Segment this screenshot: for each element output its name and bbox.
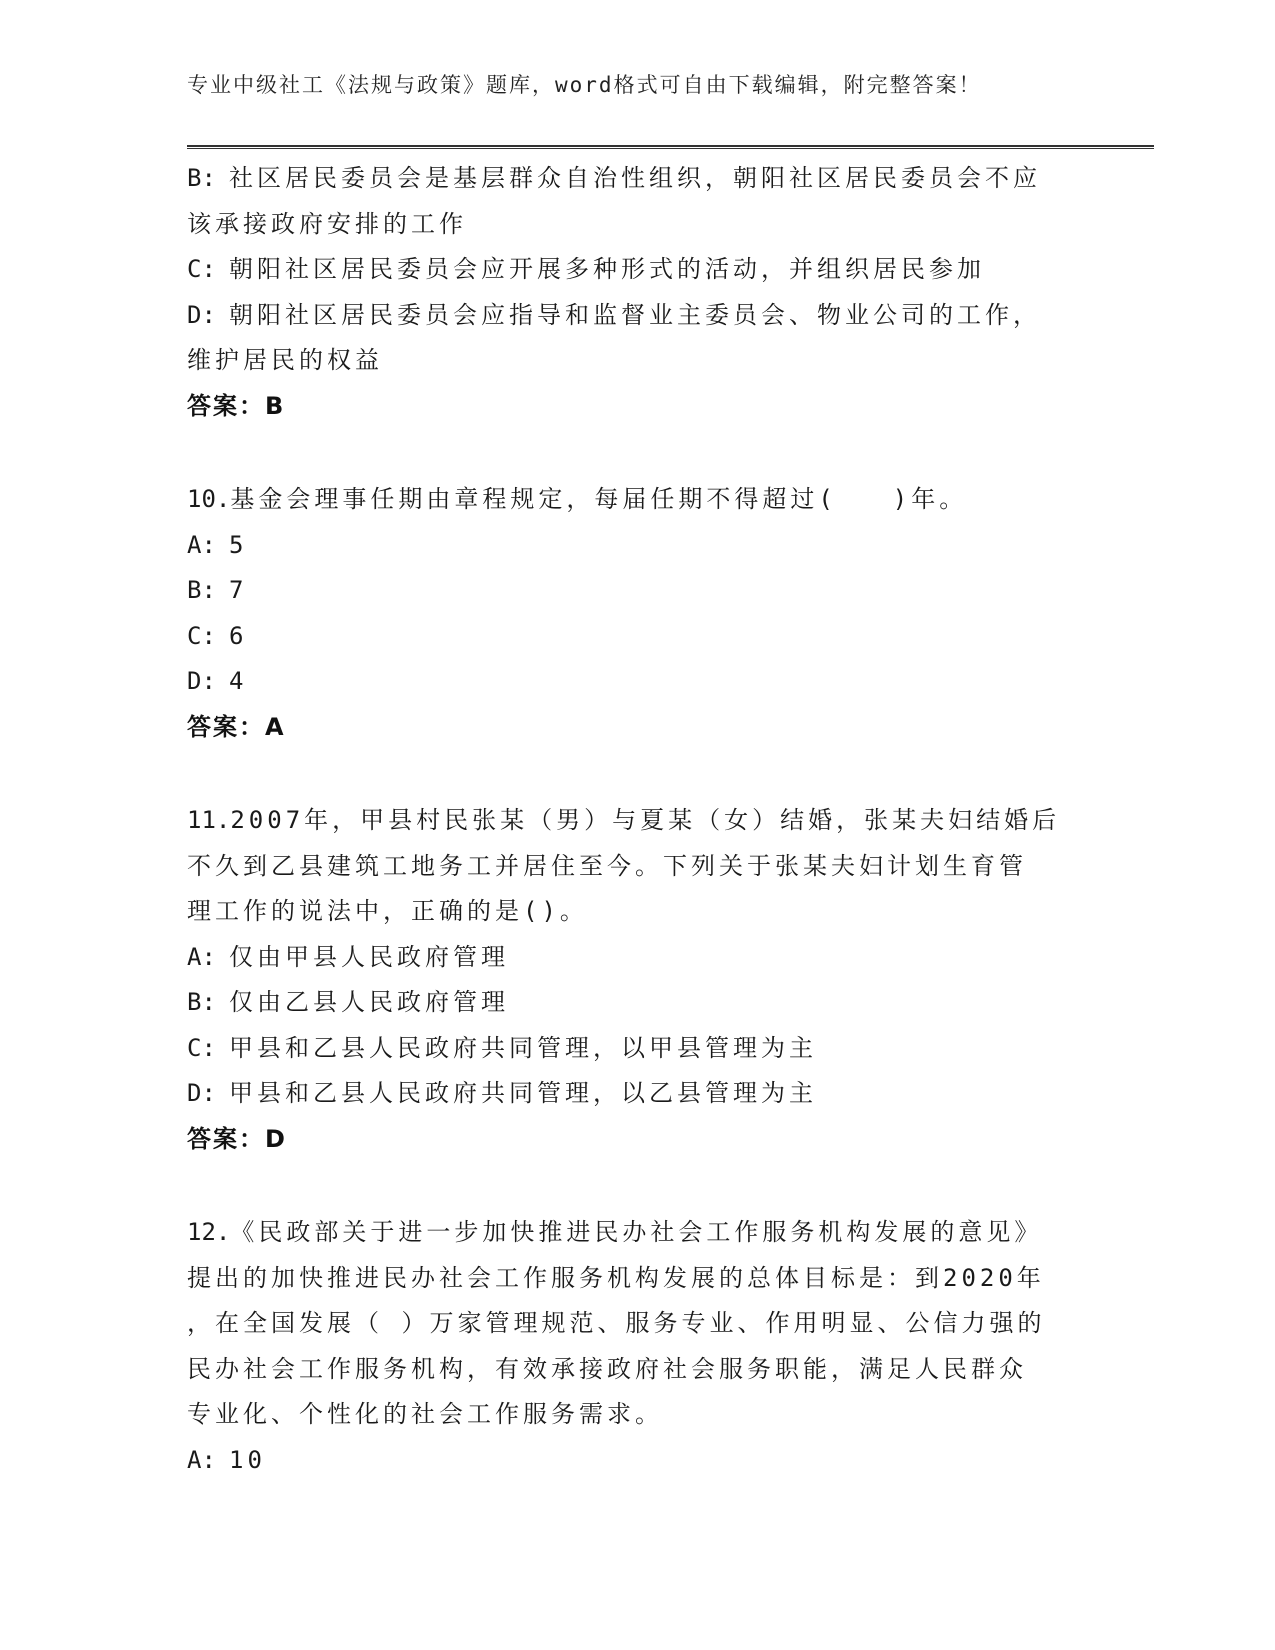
q11-option-c bbox=[187, 1026, 1107, 1072]
q11-option-a bbox=[187, 935, 1107, 981]
question-11 bbox=[187, 798, 1107, 1162]
q10-option-a-text: 5 bbox=[229, 530, 248, 559]
q12-stem-continued bbox=[187, 1301, 1107, 1347]
q9-option-c-text: 朝阳社区居民委员会应开展多种形式的活动，并组织居民参加 bbox=[229, 255, 985, 283]
q10-option-a-label: A: bbox=[187, 530, 216, 559]
q9-option-c-label: C: bbox=[187, 255, 216, 283]
q9-option-b-text-line1: 社区居民委员会是基层群众自治性组织，朝阳社区居民委员会不应 bbox=[229, 164, 1041, 192]
q10-option-b-label: B: bbox=[187, 576, 216, 604]
q10-stem bbox=[187, 477, 1107, 523]
q12-stem-line3: ，在全国发展（ ）万家管理规范、服务专业、作用明显、公信力强的 bbox=[187, 1309, 1046, 1337]
document-body bbox=[187, 156, 1107, 1483]
q11-option-c-text: 甲县和乙县人民政府共同管理，以甲县管理为主 bbox=[229, 1033, 817, 1062]
q12-option-a-text: 10 bbox=[229, 1445, 266, 1474]
q12-option-a-label: A: bbox=[187, 1445, 216, 1474]
q12-stem-line1: 《民政部关于进一步加快推进民办社会工作服务机构发展的意见》 bbox=[230, 1218, 1043, 1246]
q12-stem-line2: 提出的加快推进民办社会工作服务机构发展的总体目标是：到2020年 bbox=[187, 1263, 1045, 1292]
q10-option-d-text: 4 bbox=[229, 667, 248, 695]
q9-option-b bbox=[187, 156, 1107, 202]
q9-option-d-label: D: bbox=[187, 300, 216, 329]
q11-option-a-label: A: bbox=[187, 942, 216, 971]
header-divider bbox=[187, 145, 1154, 149]
question-10 bbox=[187, 477, 1107, 750]
q11-stem-continued bbox=[187, 889, 1107, 935]
q9-option-d-text-line2: 维护居民的权益 bbox=[187, 346, 383, 374]
q9-option-d-continued bbox=[187, 338, 1107, 384]
q9-option-b-text-line2: 该承接政府安排的工作 bbox=[187, 209, 467, 238]
q10-stem-text: 基金会理事任期由章程规定，每届任期不得超过( )年。 bbox=[230, 485, 968, 513]
page-header bbox=[187, 70, 1147, 100]
q9-answer: 答案：B bbox=[187, 391, 286, 420]
q11-option-b bbox=[187, 980, 1107, 1026]
q11-option-b-label: B: bbox=[187, 988, 216, 1016]
question-spacer bbox=[187, 429, 1107, 477]
q11-option-a-text: 仅由甲县人民政府管理 bbox=[229, 942, 509, 971]
q10-option-c-text: 6 bbox=[229, 621, 248, 650]
question-9 bbox=[187, 156, 1107, 429]
q10-option-b-text: 7 bbox=[229, 576, 248, 604]
q11-option-d bbox=[187, 1071, 1107, 1117]
q11-stem bbox=[187, 798, 1107, 844]
q10-number: 10. bbox=[187, 485, 231, 513]
q12-stem-continued bbox=[187, 1347, 1107, 1393]
q10-option-a bbox=[187, 523, 1107, 569]
q10-option-b bbox=[187, 568, 1107, 614]
question-spacer bbox=[187, 1162, 1107, 1210]
q12-stem-continued bbox=[187, 1256, 1107, 1302]
question-12 bbox=[187, 1210, 1107, 1483]
header-title: 专业中级社工《法规与政策》题库，word格式可自由下载编辑，附完整答案！ bbox=[187, 73, 982, 97]
q10-option-c bbox=[187, 614, 1107, 660]
q11-number: 11. bbox=[187, 806, 231, 834]
q12-number: 12. bbox=[187, 1218, 231, 1246]
q10-answer: 答案：A bbox=[187, 712, 286, 741]
q9-option-b-continued bbox=[187, 202, 1107, 248]
q12-option-a bbox=[187, 1438, 1107, 1484]
q11-option-b-text: 仅由乙县人民政府管理 bbox=[229, 988, 509, 1016]
q9-option-d bbox=[187, 293, 1107, 339]
q10-option-d bbox=[187, 659, 1107, 705]
q11-stem-continued bbox=[187, 844, 1107, 890]
q10-option-d-label: D: bbox=[187, 667, 216, 695]
q10-option-c-label: C: bbox=[187, 621, 216, 650]
q11-stem-line1: 2007年，甲县村民张某（男）与夏某（女）结婚，张某夫妇结婚后 bbox=[230, 806, 1061, 834]
q9-option-d-text-line1: 朝阳社区居民委员会应指导和监督业主委员会、物业公司的工作， bbox=[229, 300, 1041, 329]
q11-option-d-text: 甲县和乙县人民政府共同管理，以乙县管理为主 bbox=[229, 1079, 817, 1107]
q11-option-c-label: C: bbox=[187, 1033, 216, 1062]
q9-option-b-label: B: bbox=[187, 164, 216, 192]
question-spacer bbox=[187, 750, 1107, 798]
q12-stem bbox=[187, 1210, 1107, 1256]
q11-stem-line2: 不久到乙县建筑工地务工并居住至今。下列关于张某夫妇计划生育管 bbox=[187, 851, 1027, 880]
q9-option-c bbox=[187, 247, 1107, 293]
q12-stem-continued bbox=[187, 1392, 1107, 1438]
q11-stem-line3: 理工作的说法中，正确的是()。 bbox=[187, 897, 588, 925]
q11-option-d-label: D: bbox=[187, 1079, 216, 1107]
q11-answer: 答案：D bbox=[187, 1124, 287, 1153]
q12-stem-line5: 专业化、个性化的社会工作服务需求。 bbox=[187, 1400, 663, 1428]
q12-stem-line4: 民办社会工作服务机构，有效承接政府社会服务职能，满足人民群众 bbox=[187, 1354, 1027, 1383]
